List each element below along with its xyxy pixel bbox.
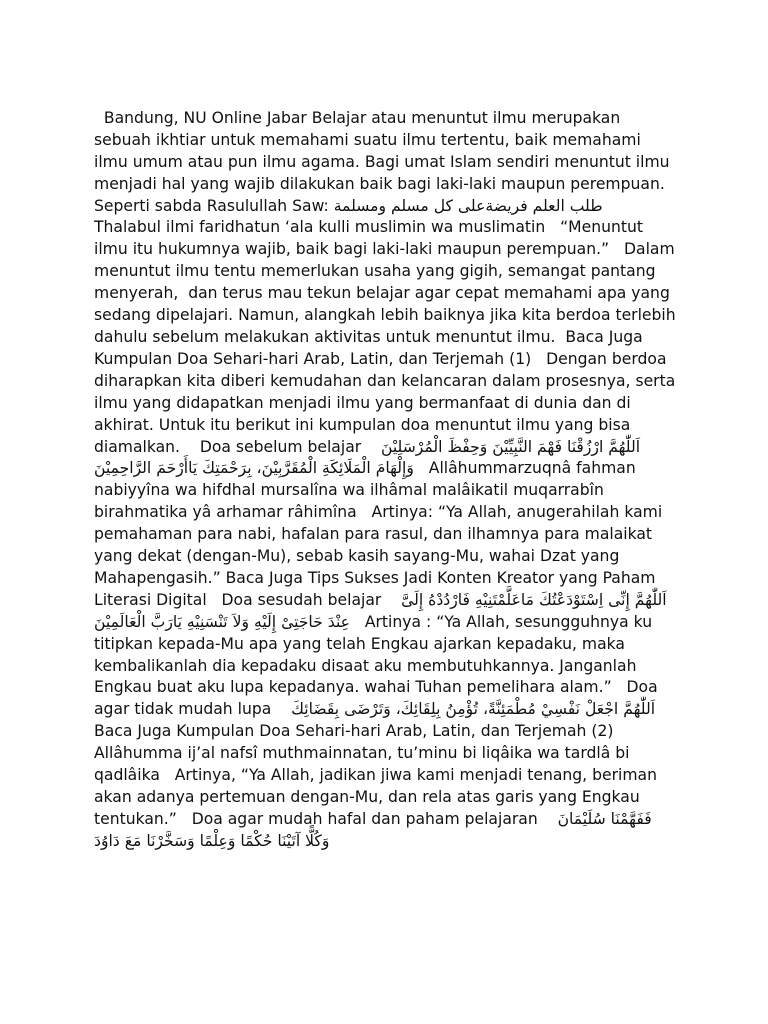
document-text: Bandung, NU Online Jabar Belajar atau menuntut ilmu merupakan sebuah ikhtiar untuk memahami suatu ilmu tertentu, baik memahami ilmu umum atau pun ilmu agama. Bagi umat Islam sendiri menuntut ilmu menjadi hal yang wajib dilakukan baik bagi laki-laki maupun perempuan. Seperti sabda Rasulullah Saw: طلب العلم فريضةعلى كل مسلم ومسلمة Thalabul ilmi faridhatun ‘ala kulli muslimin wa muslimatin “Menuntut ilmu itu hukumnya wajib, baik bagi laki-laki maupun perempuan.” Dalam menuntut ilmu tentu memerlukan usaha yang gigih, semangat pantang menyerah, dan terus mau tekun belajar agar cepat memahami apa yang sedang dipelajari. Namun, alangkah lebih baiknya jika kita berdoa terlebih dahulu sebelum melakukan aktivitas untuk menuntut ilmu. Baca Juga Kumpulan Doa Sehari-hari Arab, Latin, dan Terjemah (1) Dengan berdoa diharapkan kita diberi kemudahan dan kelancaran dalam prosesnya, serta ilmu yang didapatkan menjadi ilmu yang bermanfaat di dunia dan di akhirat. Untuk itu berikut ini kumpulan doa menuntut ilmu yang bisa diamalkan. Doa sebelum belajar اَللّٰهُمَّ ارْزُقْنَا فَهْمَ النَّبِيِّيْنَ وَحِفْظَ الْمُرْسَلِيْنَ وَإِلْهَامَ الْمَلَائِكَةِ الْمُقَرَّبِيْنَ، بِرَحْمَتِكَ يَاأَرْحَمَ الرَّاحِمِيْنَ Allâhummarzuqnâ fahman nabiyyîna wa hifdhal mursalîna wa ilhâmal malâikatil muqarrabîn birahmatika yâ arhamar râhimîna Artinya: “Ya Allah, anugerahilah kami pemahaman para nabi, hafalan para rasul, dan ilhamnya para malaikat yang dekat (dengan-Mu), sebab kasih sayang-Mu, wahai Dzat yang Mahapengasih.” Baca Juga Tips Sukses Jadi Konten Kreator yang Paham Literasi Digital Doa sesudah belajar اَللّٰهُمَّ إِنِّى اِسْتَوْدَعْتُكَ مَاعَلَّمْتَنِيْهِ فَارْدُدْهُ إِلَىَّ عِنْدَ حَاجَتِىْ إِلَيْهِ وَلاَ تَنْسَنِيْهِ يَارَبَّ الْعَالَمِيْنَ Artinya : “Ya Allah, sesungguhnya ku titipkan kepada-Mu apa yang telah Engkau ajarkan kepadaku, maka kembalikanlah dia kepadaku disaat aku membutuhkannya. Janganlah Engkau buat aku lupa kepadanya. wahai Tuhan pemelihara alam.” Doa agar tidak mudah lupa اَللّٰهُمَّ اجْعَلْ نَفْسِيْ مُطْمَئِنَّةً، تُؤْمِنُ بِلِقَائِكَ، وَتَرْضَى بِقَضَائِكَ Baca Juga Kumpulan Doa Sehari-hari Arab, Latin, dan Terjemah (2) Allâhumma ij’al nafsî muthmainnatan, tu’minu bi liqâika wa tardlâ bi qadlâika Artinya, “Ya Allah, jadikan jiwa kami menjadi tenang, beriman akan adanya pertemuan dengan-Mu, dan rela atas garis yang Engkau tentukan.” Doa agar mudah hafal dan paham pelajaran فَفَهَّمْنَا سُلَيْمَانَ وَكُلًّا آتَيْنَا حُكْمًا وَعِلْمًا وَسَخَّرْنَا مَعَ دَاوُدَ	[94, 108, 681, 850]
document-body	[94, 86, 681, 853]
